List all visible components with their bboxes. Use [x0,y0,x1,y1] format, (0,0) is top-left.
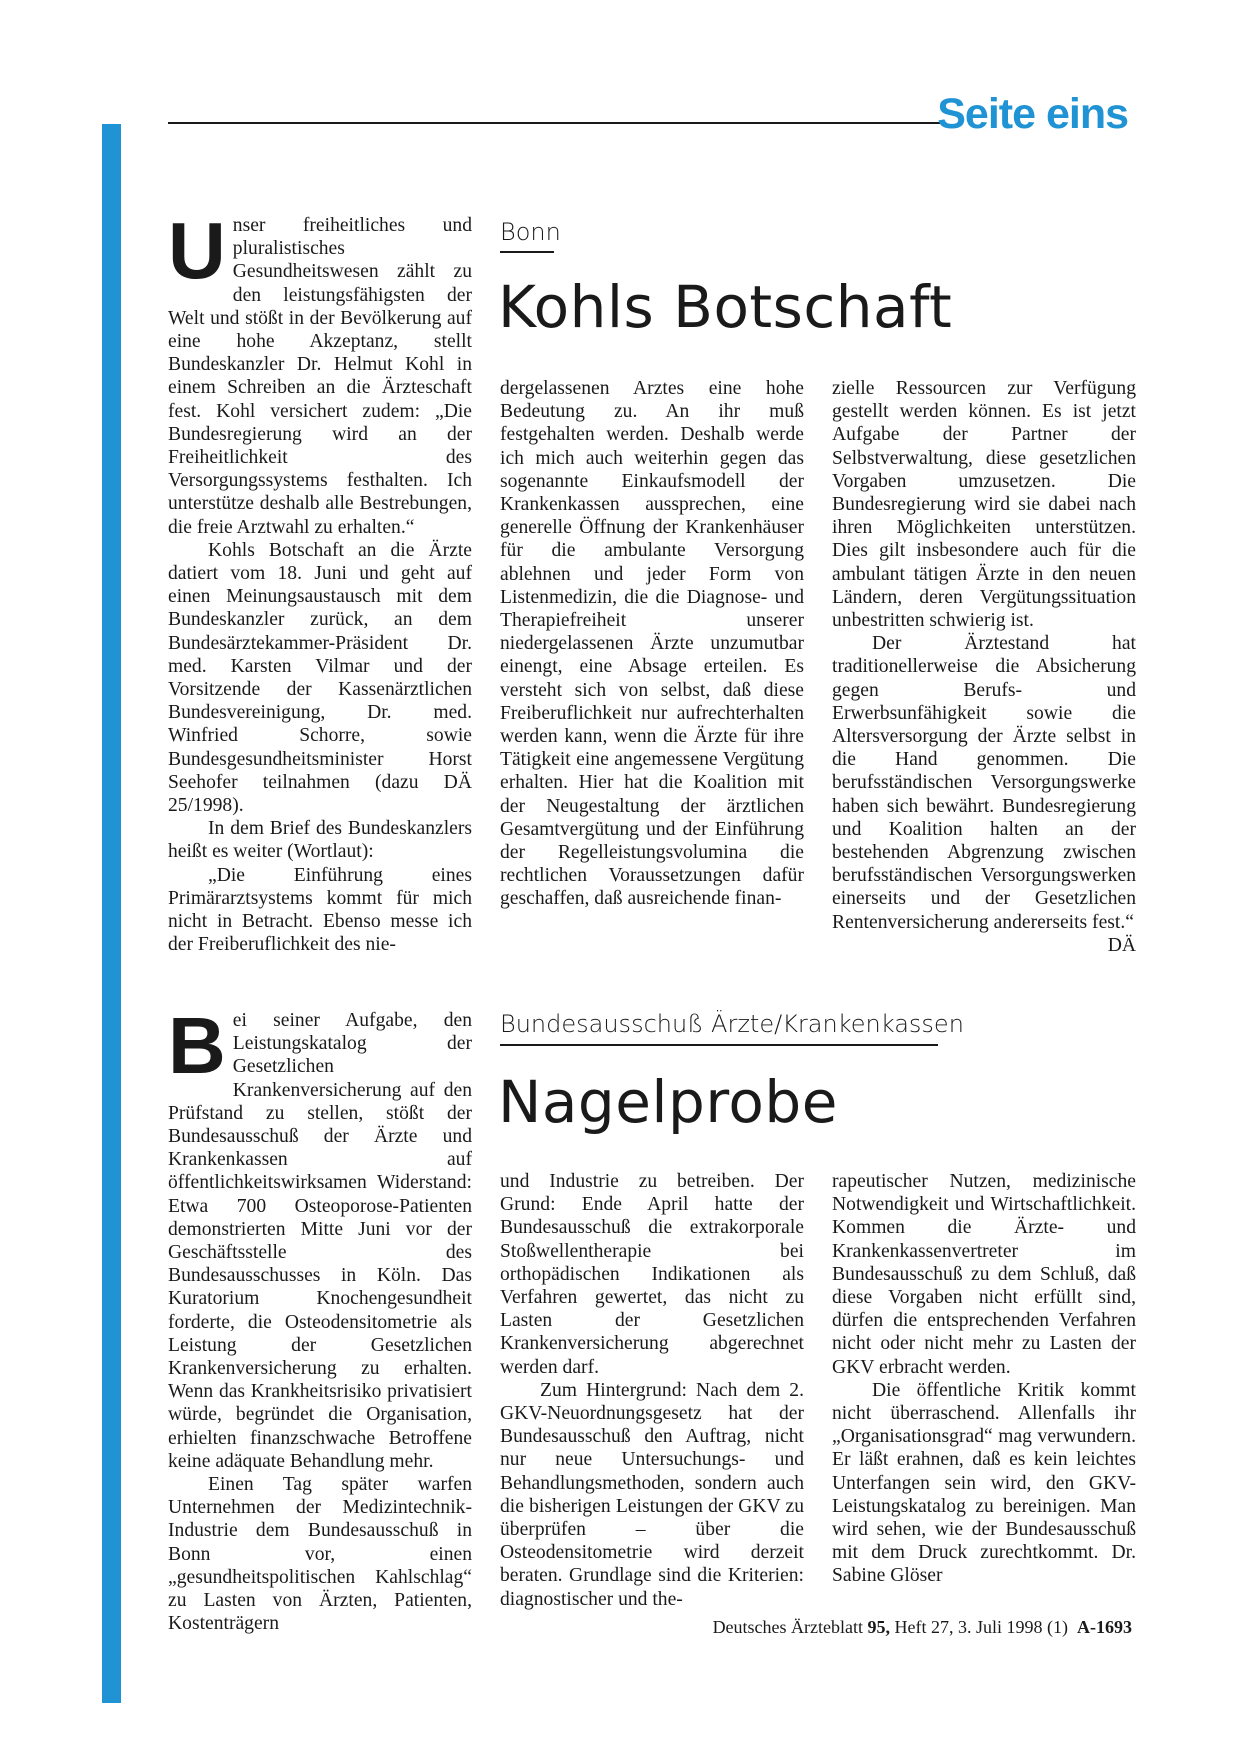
article1-kicker-rule [500,251,554,253]
section-color-bar [102,124,121,1703]
article2-signature: Dr. Sabine Glöser [832,1542,1136,1587]
article2-kicker-rule [500,1044,938,1046]
article2-column-2 [500,1170,804,1611]
article1-column-2 [500,377,804,911]
footer-issue: Heft 27, 3. Juli 1998 (1) [894,1617,1068,1637]
article2-paragraph: Zum Hintergrund: Nach dem 2. GKV-Neuordnungsgesetz hat der Bundesausschuß den Auftrag, nicht nur neue Untersuchungs- und Behandlungsmethoden, sondern auch die bisherigen Leistungen der GKV zu überprüfen – über die Osteodensitometrie wird derzeit beraten. Grundlage sind die Kriterien: diagnostischer und the- [500,1379,804,1610]
article2-headline: Nagelprobe [498,1068,838,1136]
article2-dropcap: B [168,1001,226,1090]
article1-kicker: Bonn [500,218,561,246]
article1-paragraph: „Die Einführung eines Primärarztsystems kommt für mich nicht in Betracht. Ebenso messe ich der Freiberuflichkeit des nie- [168,864,472,956]
footer-volume: 95, [867,1617,891,1637]
article1-paragraph: Der Ärztestand hat traditionellerweise die Absicherung gegen Berufs- und Erwerbsunfähigkeit sowie die Altersversorgung der Ärzte selbst in die Hand genommen. Die berufsständischen Versorgungswerke haben sich bewährt. Bundesregierung und Koalition halten an der bestehenden Abgrenzung zwischen berufsständischen Versorgungswerken einerseits und der Gesetzlichen Rentenversicherung andererseits fest.“ [832,633,1136,933]
article1-signature-line [832,934,1136,957]
article1-paragraph: dergelassenen Arztes eine hohe Bedeutung zu. An ihr muß festgehalten werden. Deshalb werde ich mich auch weiterhin gegen das sogenannte Einkaufsmodell der Krankenkassen aussprechen, eine generelle Öffnung der Krankenhäuser für die ambulante Versorgung ablehnen und jeder Form von Listenmedizin, die die Diagnose- und Therapiefreiheit unserer niedergelassenen Ärzte unzumutbar einengt, eine Absage erteilen. Es versteht sich von selbst, daß diese Freiberuflichkeit nur aufrechterhalten werden kann, wenn die Ärzte für ihre Tätigkeit eine angemessene Vergütung erhalten. Hier hat die Koalition mit der Neugestaltung der ärztlichen Gesamtvergütung und der Einführung der Regelleistungsvolumina die rechtlichen Voraussetzungen dafür geschaffen, daß ausreichende finan- [500,378,804,910]
article2-column-3 [832,1170,1136,1588]
article1-dropcap: U [168,206,226,295]
article2-paragraph: rapeutischer Nutzen, medizinische Notwendigkeit und Wirtschaftlichkeit. Kommen die Ärzte- und Krankenkassenvertreter im Bundesausschuß zu dem Schluß, daß diese Vorgaben nicht erfüllt sind, dürfen die entsprechenden Verfahren nicht oder nicht mehr zu Lasten der GKV erbracht werden. [832,1171,1136,1378]
footer-journal: Deutsches Ärzteblatt [712,1617,864,1637]
header-rule [168,122,943,124]
page-footer [713,1617,1132,1638]
article2-kicker: Bundesausschuß Ärzte/Krankenkassen [500,1010,964,1038]
article1-paragraph: Unser freiheitliches und pluralistisches Gesundheitswesen zählt zu den leistungsfähigsten der Welt und stößt in der Bevölkerung auf eine hohe Akzeptanz, stellt Bundeskanzler Dr. Helmut Kohl in einem Schreiben an die Ärzteschaft fest. Kohl versichert zudem: „Die Bundesregierung wird an der Freiheitlichkeit des Versorgungssystems festhalten. Ich unterstütze deshalb alle Bestrebungen, die freie Arztwahl zu erhalten.“ [168,206,472,538]
section-title: Seite eins [937,90,1128,138]
article2-paragraph: Bei seiner Aufgabe, den Leistungskatalog der Gesetzlichen Krankenversicherung auf den Prüfstand zu stellen, stößt der Bundesausschuß der Ärzte und Krankenkassen auf öffentlichkeitswirksamen Widerstand: Etwa 700 Osteoporose-Patienten demonstrierten Mitte Juni vor der Geschäftsstelle des Bundesausschusses in Köln. Das Kuratorium Knochengesundheit forderte, die Osteodensitometrie als Leistung der Gesetzlichen Krankenversicherung zu erhalten. Wenn das Krankheitsrisiko privatisiert würde, begründet die Organisation, erhielten finanzschwache Betroffene keine adäquate Behandlung mehr. [168,1001,472,1472]
article1-signature: DÄ [1107,934,1136,956]
article1-paragraph: In dem Brief des Bundeskanzlers heißt es weiter (Wortlaut): [168,818,472,863]
article2-column-1 [168,1001,472,1635]
article1-headline: Kohls Botschaft [498,273,953,341]
article1-column-3 [832,377,1136,957]
article1-paragraph: Kohls Botschaft an die Ärzte datiert vom 18. Juni und geht auf einen Meinungsaustausch mit dem Bundeskanzler zurück, an dem Bundesärztekammer-Präsident Dr. med. Karsten Vilmar und der Vorsitzende der Kassenärztlichen Bundesvereinigung, Dr. med. Winfried Schorre, sowie Bundesgesundheitsminister Horst Seehofer teilnahmen (dazu DÄ 25/1998). [168,539,472,817]
article1-column-1 [168,206,472,957]
article2-paragraph: Die öffentliche Kritik kommt nicht überraschend. Allenfalls ihr „Organisationsgrad“ mag verwundern. Er läßt erahnen, daß es kein leichtes Unterfangen sein wird, den GKV-Leistungskatalog zu bereinigen. Man wird sehen, wie der Bundesausschuß mit dem Druck zurechtkommt. Dr. Sabine Glöser [832,1379,1136,1587]
footer-page-number: A-1693 [1077,1617,1132,1637]
article2-paragraph: Einen Tag später warfen Unternehmen der Medizintechnik-Industrie dem Bundesausschuß in Bonn vor, einen „gesundheitspolitischen Kahlschlag“ zu Lasten von Ärzten, Patienten, Kostenträgern [168,1474,472,1635]
article1-paragraph: zielle Ressourcen zur Verfügung gestellt werden können. Es ist jetzt Aufgabe der Partner der Selbstverwaltung, diese gesetzlichen Vorgaben umzusetzen. Die Bundesregierung wird sie dabei nach ihren Möglichkeiten unterstützen. Dies gilt insbesondere auch für die ambulant tätigen Ärzte in den neuen Ländern, deren Vergütungssituation unbestritten schwierig ist. [832,378,1136,632]
article2-paragraph: und Industrie zu betreiben. Der Grund: Ende April hatte der Bundesausschuß die extrakorporale Stoßwellentherapie bei orthopädischen Indikationen als Verfahren gewertet, das nicht zu Lasten der Gesetzlichen Krankenversicherung abgerechnet werden darf. [500,1171,804,1378]
